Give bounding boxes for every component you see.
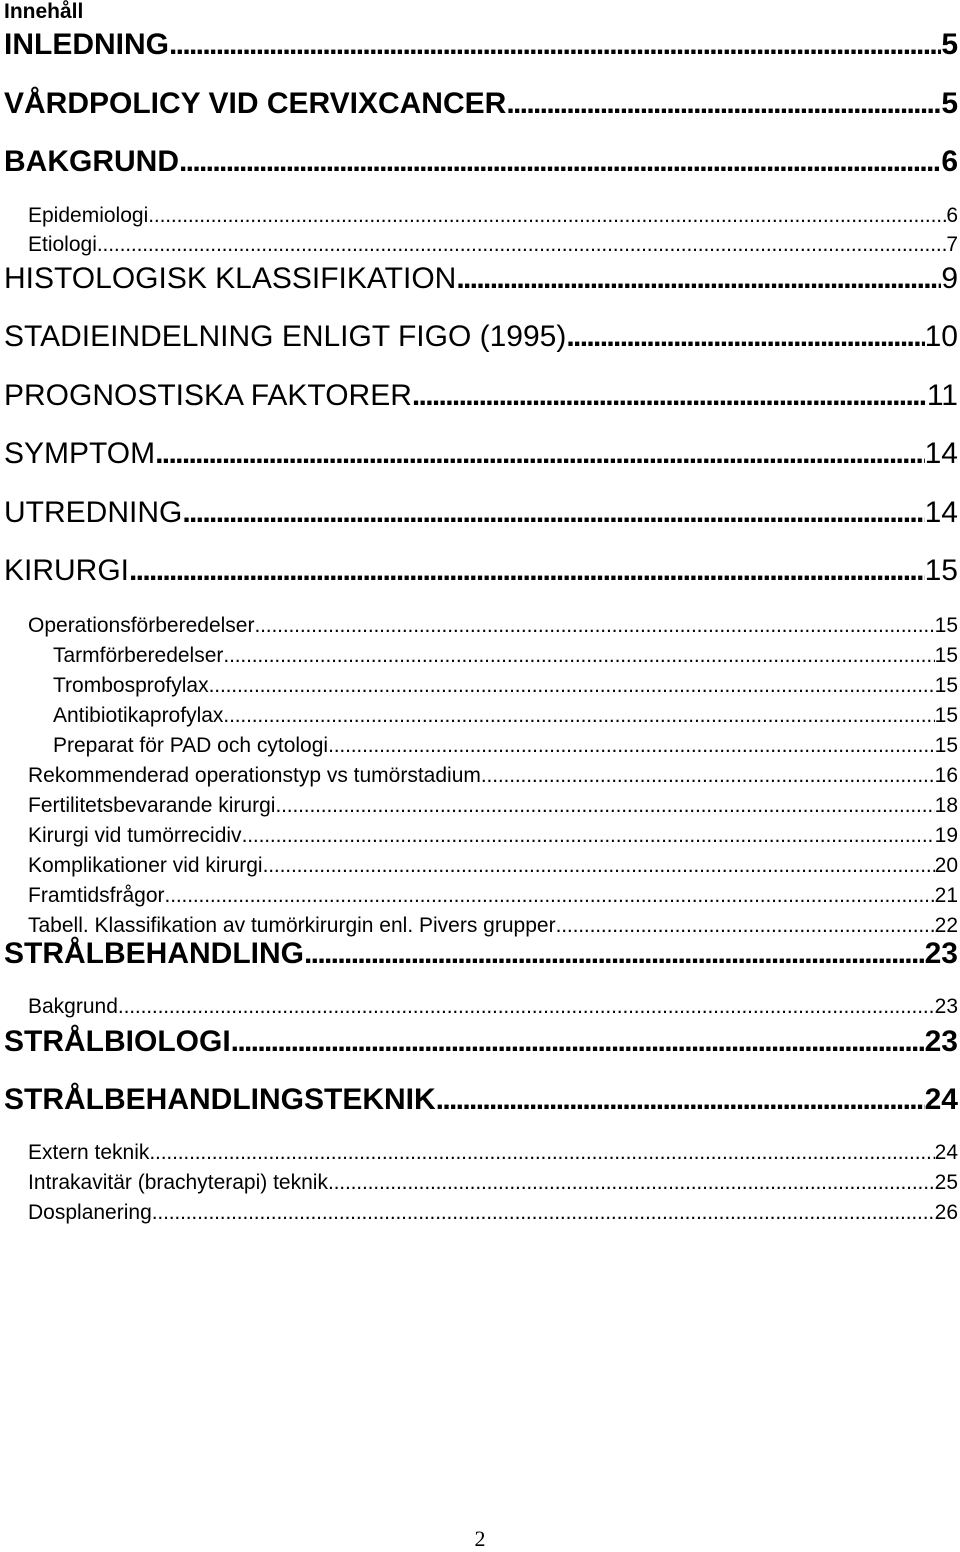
toc-entry-trombosprofylax[interactable] — [53, 673, 958, 699]
toc-label: Tarmförberedelser — [53, 644, 224, 667]
dot-leader — [129, 554, 925, 588]
dot-leader — [412, 379, 927, 413]
toc-entry-preparat[interactable] — [53, 733, 958, 759]
toc-label: Epidemiologi — [28, 204, 149, 227]
toc-page: 10 — [924, 320, 958, 353]
toc-page: 15 — [934, 614, 958, 637]
dot-leader — [179, 145, 941, 179]
toc-entry-bakgrund[interactable] — [4, 145, 958, 179]
dot-leader — [263, 853, 935, 879]
toc-entry-kirurgi[interactable] — [4, 554, 958, 588]
toc-page: 15 — [924, 554, 958, 587]
toc-entry-epidemiologi[interactable] — [28, 203, 958, 229]
page-number: 2 — [474, 1526, 486, 1551]
toc-label: STADIEINDELNING ENLIGT FIGO (1995) — [4, 320, 567, 353]
dot-leader — [231, 1025, 925, 1059]
toc-page: 15 — [934, 674, 958, 697]
toc-label: Antibiotikaprofylax — [53, 704, 224, 727]
page-title: Innehåll — [4, 0, 84, 23]
toc-page: 5 — [941, 87, 958, 120]
toc-page: 23 — [924, 1025, 958, 1058]
toc-page: 18 — [934, 794, 958, 817]
toc-page: 24 — [924, 1083, 958, 1116]
toc-page: 6 — [941, 145, 958, 178]
toc-page: 14 — [924, 437, 958, 470]
dot-leader — [149, 1140, 934, 1166]
toc-page: 5 — [941, 28, 958, 61]
toc-page: 21 — [934, 884, 958, 907]
toc-entry-stralbiologi[interactable] — [4, 1025, 958, 1059]
toc-label: VÅRDPOLICY VID CERVIXCANCER — [4, 87, 507, 120]
toc-label: UTREDNING — [4, 496, 183, 529]
dot-leader — [148, 203, 946, 229]
dot-leader — [169, 28, 941, 62]
toc-page: 16 — [934, 764, 958, 787]
toc-entry-bakgrund-2[interactable] — [28, 994, 958, 1020]
toc-label: HISTOLOGISK KLASSIFIKATION — [4, 262, 457, 295]
toc-label: Trombosprofylax — [53, 674, 209, 697]
dot-leader — [436, 1083, 925, 1117]
toc-label: STRÅLBEHANDLINGSTEKNIK — [4, 1083, 436, 1116]
toc-label: Preparat för PAD och cytologi — [53, 734, 329, 757]
toc-entry-tabell[interactable] — [28, 913, 958, 939]
toc-label: STRÅLBEHANDLING — [4, 937, 304, 970]
toc-entry-stralbehandling[interactable] — [4, 937, 958, 971]
toc-page: 9 — [941, 262, 958, 295]
toc-page: 7 — [946, 233, 958, 256]
toc-label: BAKGRUND — [4, 145, 179, 178]
dot-leader — [304, 937, 925, 971]
toc-page: 23 — [924, 937, 958, 970]
dot-leader — [242, 823, 935, 849]
toc-page: 25 — [934, 1171, 958, 1194]
toc-label: Etiologi — [28, 233, 97, 256]
toc-entry-framtidsfragor[interactable] — [28, 883, 958, 909]
toc-label: Kirurgi vid tumörrecidiv — [28, 824, 242, 847]
toc-entry-antibiotikaprofylax[interactable] — [53, 703, 958, 729]
toc-entry-tumorrecidiv[interactable] — [28, 823, 958, 849]
toc-entry-inledning[interactable] — [4, 28, 958, 62]
toc-label: Komplikationer vid kirurgi — [28, 854, 263, 877]
toc-entry-komplikationer[interactable] — [28, 853, 958, 879]
toc-entry-prognostiska[interactable] — [4, 379, 958, 413]
toc-page: 24 — [934, 1141, 958, 1164]
toc-page: 22 — [934, 914, 958, 937]
dot-leader — [155, 437, 924, 471]
toc-page: 6 — [946, 204, 958, 227]
dot-leader — [223, 703, 934, 729]
toc-entry-stralbehandlingsteknik[interactable] — [4, 1083, 958, 1117]
toc-label: Bakgrund — [28, 995, 118, 1018]
dot-leader — [97, 232, 946, 258]
toc-page: 23 — [934, 995, 958, 1018]
toc-entry-tarmforberedelser[interactable] — [53, 643, 958, 669]
dot-leader — [165, 883, 935, 909]
dot-leader — [481, 763, 935, 789]
toc-label: STRÅLBIOLOGI — [4, 1025, 231, 1058]
toc-entry-extern-teknik[interactable] — [28, 1140, 958, 1166]
toc-label: Dosplanering — [28, 1201, 152, 1224]
toc-label: Rekommenderad operationstyp vs tumörstadium — [28, 764, 481, 787]
toc-page: 11 — [926, 379, 958, 412]
toc-page: 15 — [934, 644, 958, 667]
dot-leader — [152, 1200, 935, 1226]
dot-leader — [182, 496, 924, 530]
toc-label: Tabell. Klassifikation av tumörkirurgin enl. Pivers grupper — [28, 914, 556, 937]
toc-entry-histologisk[interactable] — [4, 262, 958, 296]
toc-page: 15 — [934, 734, 958, 757]
dot-leader — [118, 994, 935, 1020]
dot-leader — [506, 87, 941, 121]
toc-label: PROGNOSTISKA FAKTORER — [4, 379, 412, 412]
toc-label: Operationsförberedelser — [28, 614, 255, 637]
toc-label: Framtidsfrågor — [28, 884, 165, 907]
toc-label: SYMPTOM — [4, 437, 156, 470]
toc-entry-dosplanering[interactable] — [28, 1200, 958, 1226]
toc-entry-fertilitetsbevarande[interactable] — [28, 793, 958, 819]
toc-page: 14 — [924, 496, 958, 529]
dot-leader — [209, 673, 935, 699]
toc-label: KIRURGI — [4, 554, 130, 587]
dot-leader — [456, 262, 941, 296]
toc-entry-etiologi[interactable] — [28, 232, 958, 258]
toc-entry-intrakavitar[interactable] — [28, 1170, 958, 1196]
toc-entry-symptom[interactable] — [4, 437, 958, 471]
dot-leader — [223, 643, 934, 669]
toc-entry-operationsforberedelser[interactable] — [28, 613, 958, 639]
dot-leader — [254, 613, 934, 639]
toc-label: Fertilitetsbevarande kirurgi — [28, 794, 276, 817]
toc-entry-stadieindelning[interactable] — [4, 320, 958, 354]
toc-label: INLEDNING — [4, 28, 169, 61]
toc-label: Intrakavitär (brachyterapi) teknik — [28, 1171, 328, 1194]
toc-page: 19 — [934, 824, 958, 847]
toc-entry-vardpolicy[interactable] — [4, 87, 958, 121]
dot-leader — [556, 913, 935, 939]
toc-page: 26 — [934, 1201, 958, 1224]
toc-entry-rekommenderad[interactable] — [28, 763, 958, 789]
toc-label: Extern teknik — [28, 1141, 150, 1164]
dot-leader — [275, 793, 934, 819]
dot-leader — [566, 320, 924, 354]
toc-page: 20 — [934, 854, 958, 877]
dot-leader — [328, 733, 935, 759]
dot-leader — [328, 1170, 935, 1196]
toc-entry-utredning[interactable] — [4, 496, 958, 530]
toc-page: 15 — [934, 704, 958, 727]
